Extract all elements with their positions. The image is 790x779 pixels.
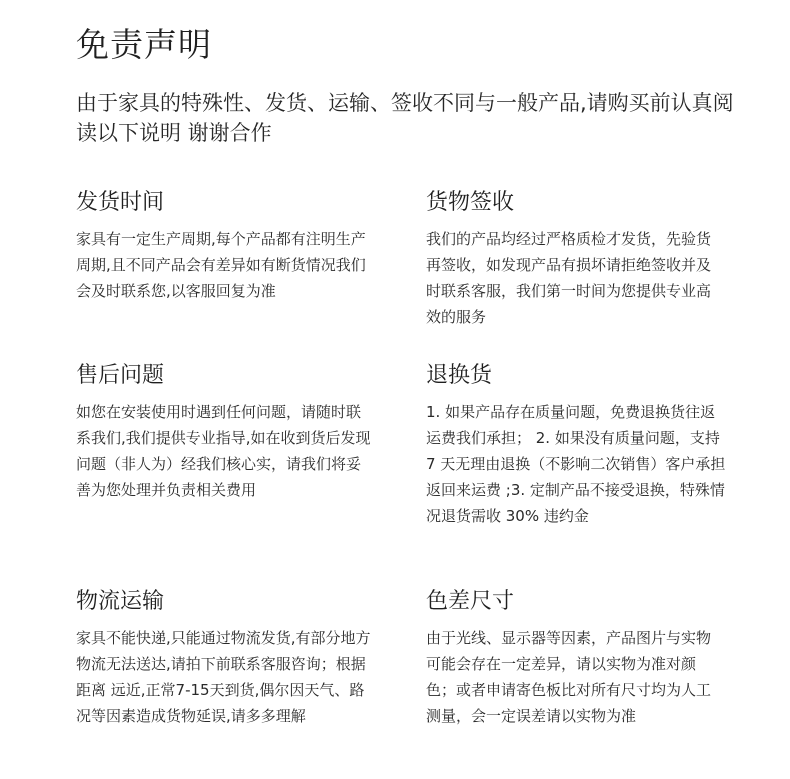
section-goods-receipt <box>426 188 722 330</box>
section-body: 我们的产品均经过严格质检才发货，先验货再签收，如发现产品有损坏请拒绝签收并及时联系客服，我们第一时间为您提供专业高效的服务 <box>426 230 712 326</box>
intro-text: 由于家具的特殊性、发货、运输、签收不同与一般产品,请购买前认真阅读以下说明 谢谢合作 <box>76 91 734 145</box>
section-heading: 色差尺寸 <box>426 589 515 614</box>
page-title: 免责声明 <box>76 25 212 64</box>
section-returns <box>426 361 726 529</box>
section-body: 1. 如果产品存在质量问题，免费退换货往返运费我们承担； 2. 如果没有质量问题，支持 7 天无理由退换（不影响二次销售）客户承担返回来运费 ;3. 定制产品不接受退换，特殊情况退货需收 30% 违约金 <box>426 403 726 525</box>
section-shipping-time <box>76 188 372 304</box>
section-heading: 发货时间 <box>76 190 165 215</box>
section-heading: 售后问题 <box>76 363 165 388</box>
section-heading: 退换货 <box>426 363 493 388</box>
section-body: 如您在安装使用时遇到任何问题，请随时联系我们,我们提供专业指导,如在收到货后发现问题（非人为）经我们核心实，请我们将妥善为您处理并负责相关费用 <box>76 403 371 499</box>
section-heading: 物流运输 <box>76 589 165 614</box>
section-after-sales <box>76 361 372 503</box>
section-logistics <box>76 587 376 729</box>
section-body: 由于光线、显示器等因素，产品图片与实物可能会存在一定差异，请以实物为准对颜色；或者申请寄色板比对所有尺寸均为人工测量，会一定误差请以实物为准 <box>426 629 712 725</box>
section-body: 家具不能快递,只能通过物流发货,有部分地方物流无法送达,请拍下前联系客服咨询；根据距离 远近,正常7-15天到货,偶尔因天气、路况等因素造成货物延误,请多多理解 <box>76 629 371 725</box>
section-heading: 货物签收 <box>426 190 515 215</box>
section-body: 家具有一定生产周期,每个产品都有注明生产周期,且不同产品会有差异如有断货情况我们会及时联系您,以客服回复为准 <box>76 230 366 300</box>
section-color-size <box>426 587 722 729</box>
